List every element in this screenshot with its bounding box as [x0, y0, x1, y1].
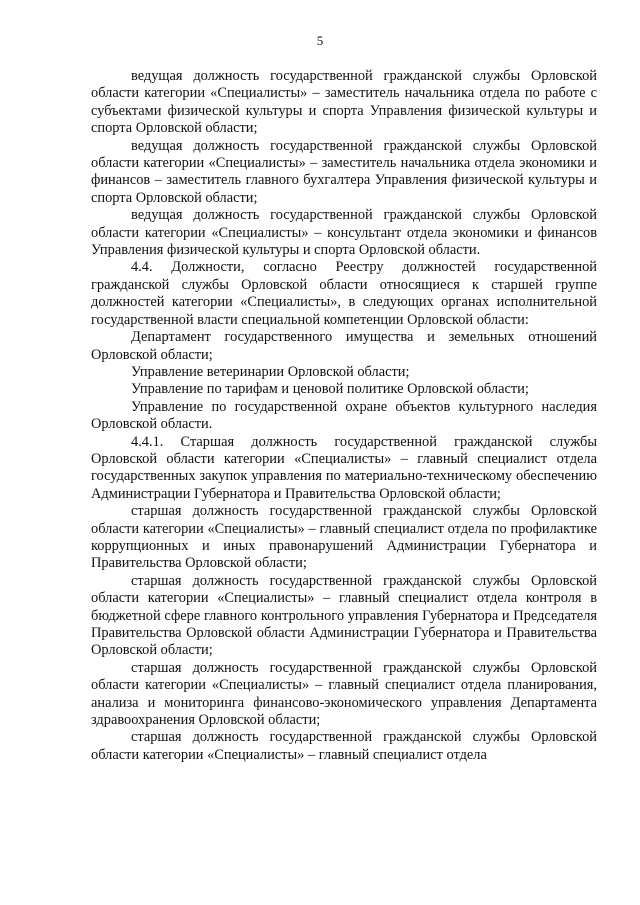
paragraph: ведущая должность государственной гражданской службы Орловской области категории «Специалисты» – заместитель начальника отдела экономики и финансов – заместитель главного бухгалтера Управления физической культуры и спорта Орловской области;	[91, 137, 597, 206]
document-body	[91, 68, 597, 764]
paragraph: 4.4. Должности, согласно Реестру должностей государственной гражданской службы Орловской области относящиеся к старшей группе должностей категории «Специалисты», в следующих органах исполнительной государственной власти специальной компетенции Орловской области:	[91, 259, 597, 328]
paragraph: Управление по тарифам и ценовой политике Орловской области;	[131, 381, 529, 398]
paragraph: Департамент государственного имущества и земельных отношений Орловской области;	[91, 329, 597, 363]
paragraph: старшая должность государственной гражданской службы Орловской области категории «Специалисты» – главный специалист отдела контроля в бюджетной сфере главного контрольного управления Губернатора и Председателя Правительства Орловской области Администрации Губернатора и Правительства Орловской области;	[91, 572, 597, 659]
paragraph: ведущая должность государственной гражданской службы Орловской области категории «Специалисты» – заместитель начальника отдела по работе с субъектами физической культуры и спорта Управления физической культуры и спорта Орловской области;	[91, 68, 597, 137]
paragraph: старшая должность государственной гражданской службы Орловской области категории «Специалисты» – главный специалист отдела по профилактике коррупционных и иных правонарушений Администрации Губернатора и Правительства Орловской области;	[91, 503, 597, 572]
paragraph: 4.4.1. Старшая должность государственной гражданской службы Орловской области категории «Специалисты» – главный специалист отдела государственных закупок управления по материально-техническому обеспечению Администрации Губернатора и Правительства Орловской области;	[91, 433, 597, 502]
paragraph: Управление по государственной охране объектов культурного наследия Орловской области.	[91, 398, 597, 433]
paragraph: ведущая должность государственной гражданской службы Орловской области категории «Специалисты» – консультант отдела экономики и финансов Управления физической культуры и спорта Орловской области.	[91, 207, 597, 259]
paragraph: Управление ветеринарии Орловской области;	[131, 363, 410, 380]
paragraph: старшая должность государственной гражданской службы Орловской области категории «Специалисты» – главный специалист отдела планирования, анализа и мониторинга финансово-экономического управления Департамента здравоохранения Орловской области;	[91, 659, 597, 729]
paragraph: старшая должность государственной гражданской службы Орловской области категории «Специалисты» – главный специалист отдела	[91, 729, 597, 763]
page-number: 5	[316, 33, 324, 48]
